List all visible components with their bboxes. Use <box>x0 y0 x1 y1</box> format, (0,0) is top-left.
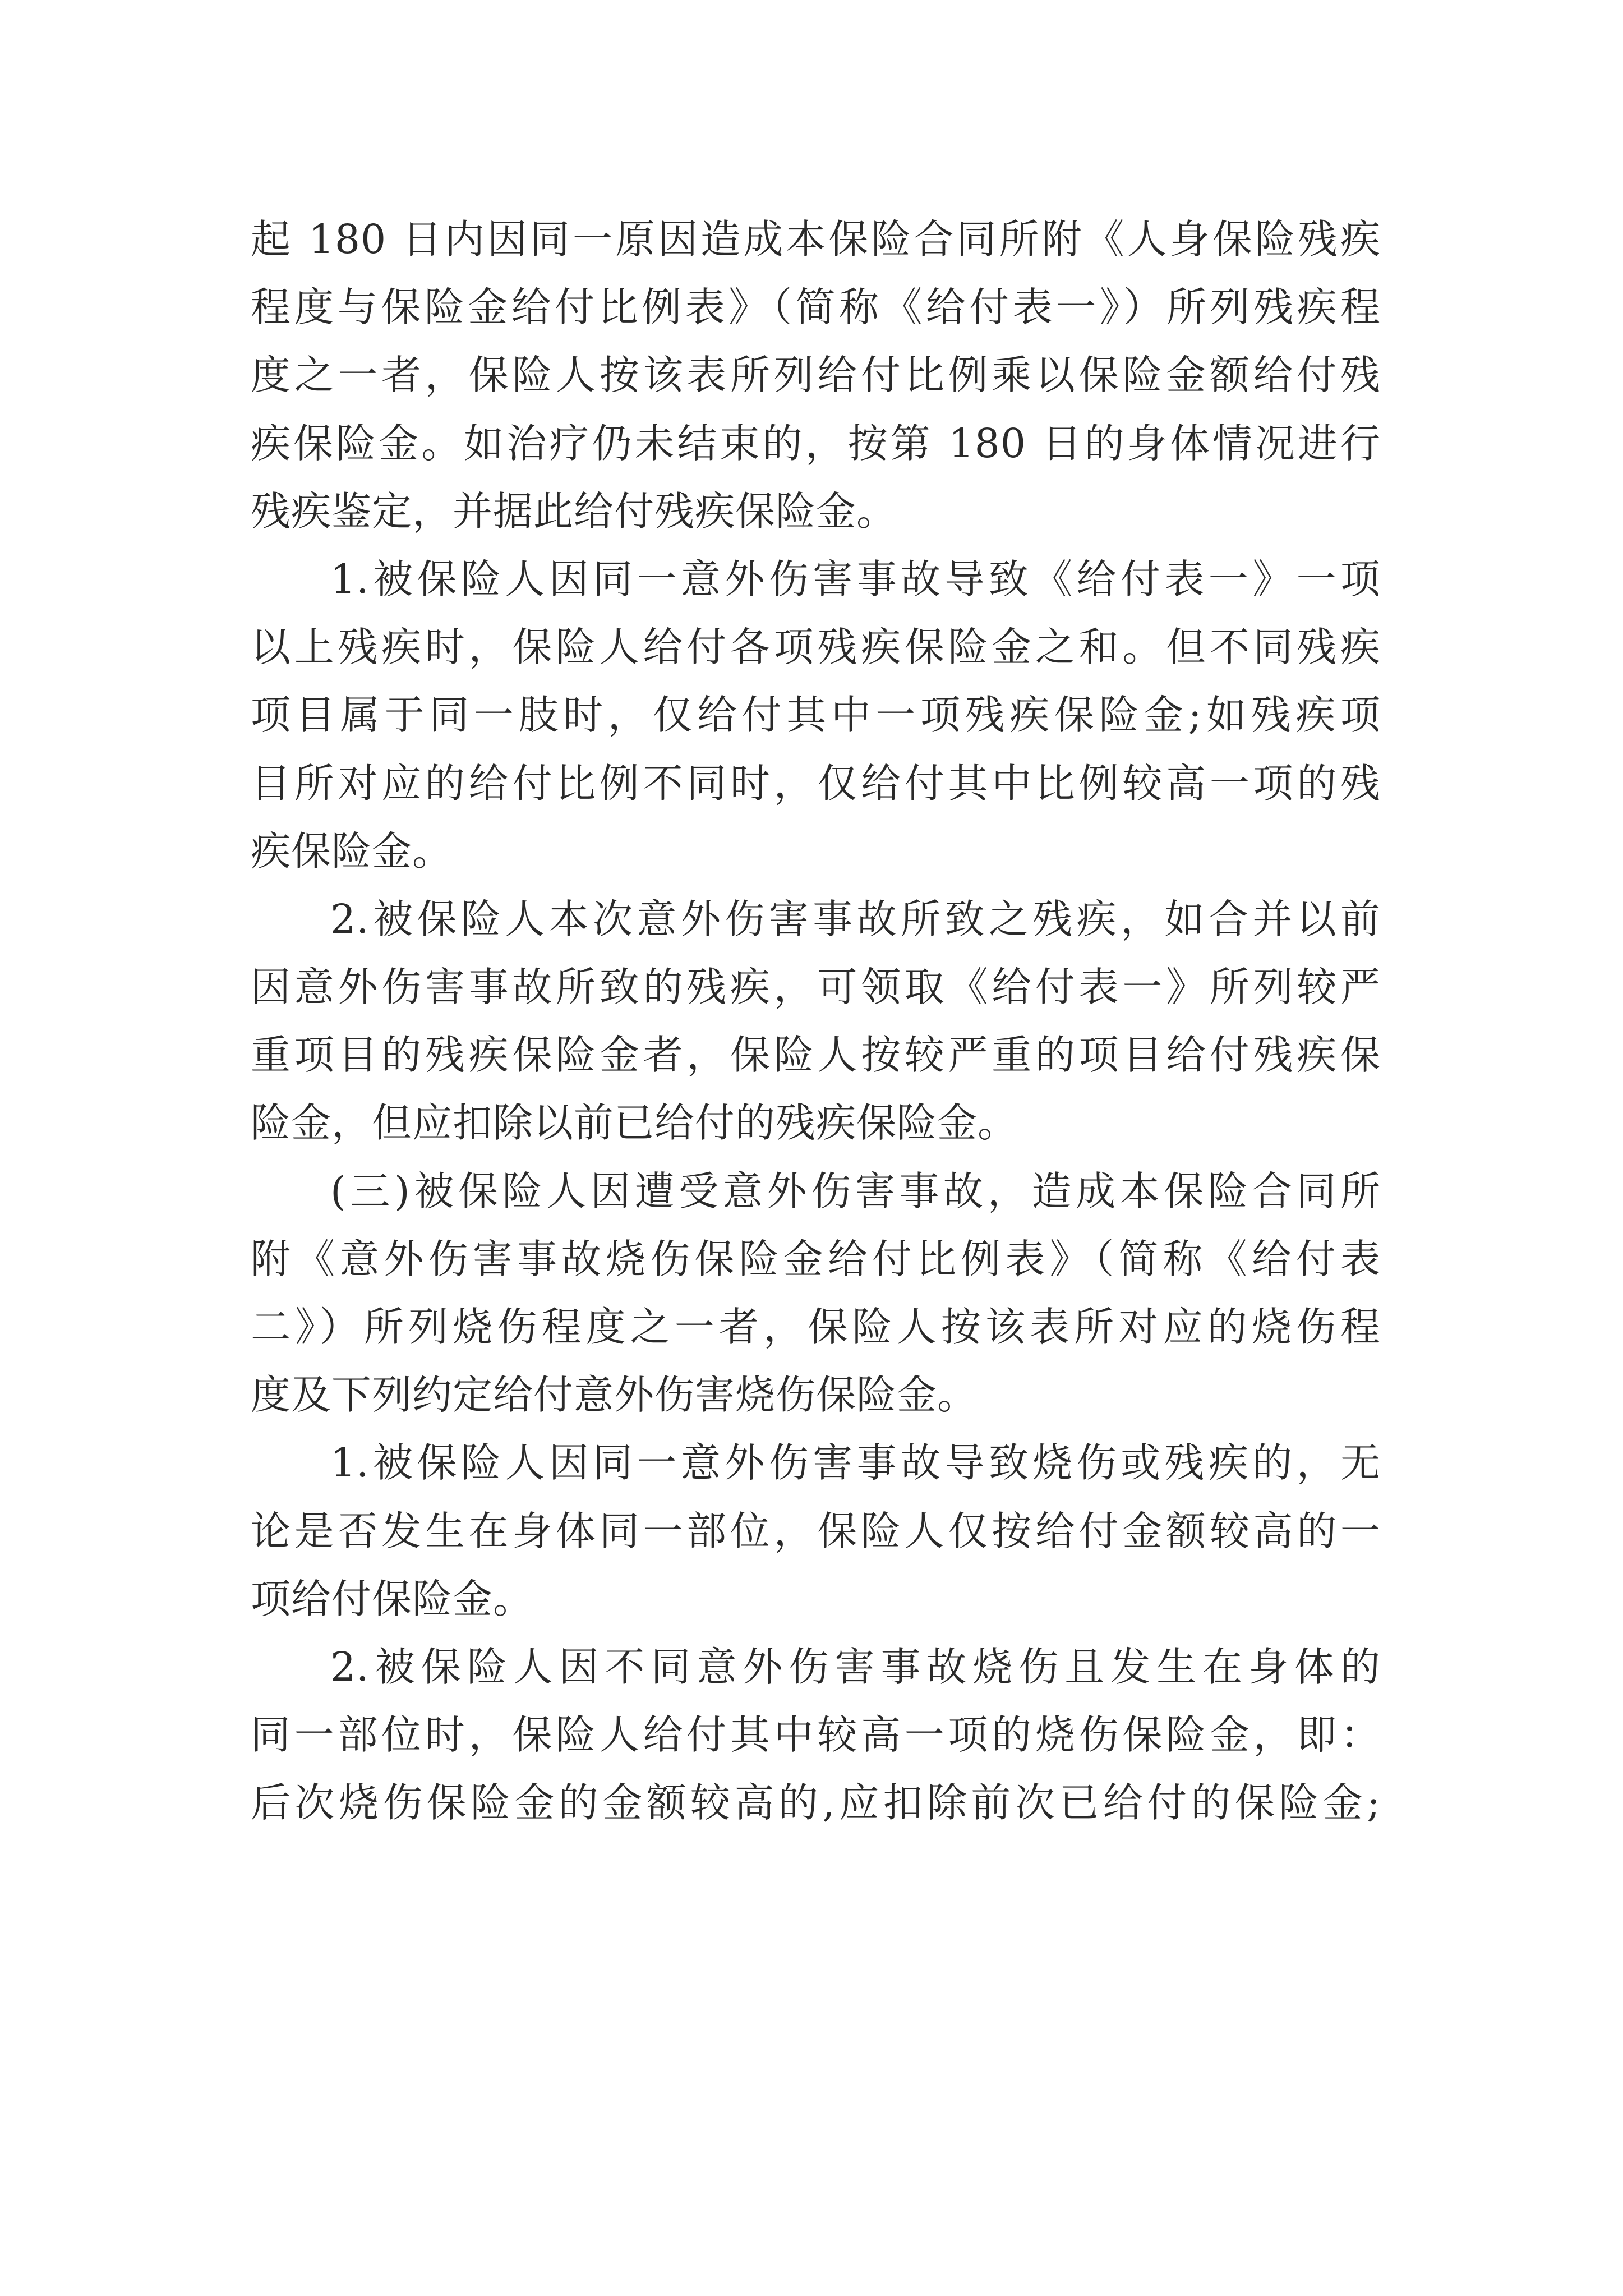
text-line: 目所对应的给付比例不同时，仅给付其中比例较高一项的残 <box>251 760 1381 807</box>
text-line: 以上残疾时，保险人给付各项残疾保险金之和。但不同残疾 <box>251 624 1381 671</box>
text-line: 1.被保险人因同一意外伤害事故导致《给付表一》一项 <box>330 555 1381 602</box>
text-line: 二》）所列烧伤程度之一者，保险人按该表所对应的烧伤程 <box>251 1304 1381 1350</box>
paragraph-burn-clause-1 <box>251 1429 1381 1633</box>
paragraph-burn-clause-2 <box>251 1633 1381 1837</box>
text-line: 因意外伤害事故所致的残疾，可领取《给付表一》所列较严 <box>251 964 1381 1011</box>
text-line: 疾保险金。 <box>251 827 453 875</box>
text-line: (三)被保险人因遭受意外伤害事故，造成本保险合同所 <box>330 1167 1381 1214</box>
text-line: 重项目的残疾保险金者，保险人按较严重的项目给付残疾保 <box>251 1032 1381 1079</box>
text-line: 度及下列约定给付意外伤害烧伤保险金。 <box>251 1372 978 1419</box>
paragraph-clause-2-prior-disability <box>251 885 1381 1157</box>
text-line: 程度与保险金给付比例表》（简称《给付表一》）所列残疾程 <box>251 284 1381 331</box>
paragraph-disability-benefit-intro <box>251 205 1381 545</box>
text-line: 论是否发生在身体同一部位，保险人仅按给付金额较高的一 <box>251 1507 1381 1554</box>
text-line: 2.被保险人因不同意外伤害事故烧伤且发生在身体的 <box>330 1643 1381 1690</box>
paragraph-clause-1-multiple-disabilities <box>251 545 1381 885</box>
text-line: 险金，但应扣除以前已给付的残疾保险金。 <box>251 1099 1018 1147</box>
paragraph-section-3-burn-benefit <box>251 1157 1381 1429</box>
text-line: 后次烧伤保险金的金额较高的,应扣除前次已给付的保险金; <box>251 1779 1381 1826</box>
text-line: 疾保险金。如治疗仍未结束的，按第 180 日的身体情况进行 <box>251 420 1381 467</box>
text-line: 项目属于同一肢时，仅给付其中一项残疾保险金;如残疾项 <box>251 692 1381 739</box>
text-line: 起 180 日内因同一原因造成本保险合同所附《人身保险残疾 <box>251 216 1381 263</box>
text-line: 同一部位时，保险人给付其中较高一项的烧伤保险金，即： <box>251 1711 1381 1759</box>
document-body <box>251 205 1381 1837</box>
text-line: 项给付保险金。 <box>251 1575 534 1622</box>
text-line: 2.被保险人本次意外伤害事故所致之残疾，如合并以前 <box>330 895 1381 942</box>
text-line: 度之一者，保险人按该表所列给付比例乘以保险金额给付残 <box>251 352 1381 399</box>
text-line: 附《意外伤害事故烧伤保险金给付比例表》（简称《给付表 <box>251 1235 1381 1282</box>
text-line: 残疾鉴定，并据此给付残疾保险金。 <box>251 487 897 535</box>
text-line: 1.被保险人因同一意外伤害事故导致烧伤或残疾的，无 <box>330 1439 1381 1487</box>
